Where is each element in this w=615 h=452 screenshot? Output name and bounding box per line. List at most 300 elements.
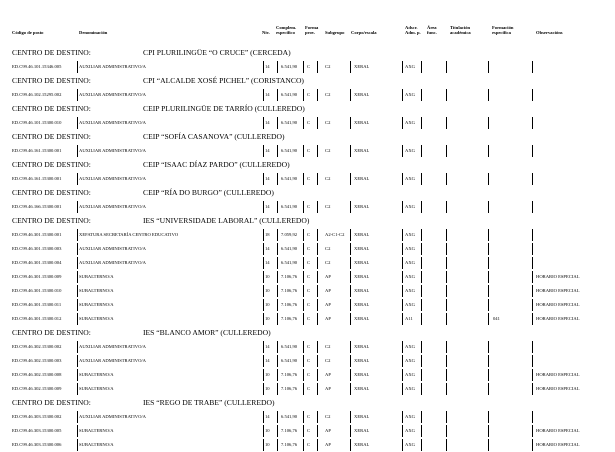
cell-forma-provision: C	[307, 428, 311, 433]
column-divider	[303, 117, 304, 129]
header-formacion: Formación específica	[492, 24, 514, 35]
column-divider	[303, 89, 304, 101]
column-divider	[317, 89, 318, 101]
cell-adscripcion: AXG	[405, 64, 415, 69]
column-divider	[277, 145, 278, 157]
cell-forma-provision: C	[307, 260, 311, 265]
table-row	[0, 88, 615, 102]
cell-nivel: 14	[265, 414, 270, 419]
column-divider	[421, 201, 422, 213]
centro-name: CEIP “RÍA DO BURGO” (CULLEREDO)	[143, 188, 274, 197]
column-divider	[317, 201, 318, 213]
column-divider	[350, 411, 351, 423]
cell-codigo: ED.C99.46.303.15300.005	[12, 428, 62, 433]
cell-adscripcion: A11	[405, 316, 413, 321]
cell-observacions: HORARIO ESPECIAL	[536, 428, 580, 433]
column-divider	[402, 89, 403, 101]
column-divider	[77, 243, 78, 255]
column-divider	[317, 439, 318, 451]
cell-subgrupo: C2	[325, 64, 331, 69]
cell-corpo-escala: XERAL	[354, 302, 370, 307]
column-divider	[488, 117, 489, 129]
cell-nivel: 10	[265, 372, 270, 377]
cell-nivel: 18	[265, 232, 270, 237]
cell-adscripcion: AXG	[405, 442, 415, 447]
column-divider	[317, 173, 318, 185]
cell-complemento: 7.106,76	[281, 316, 298, 321]
column-divider	[317, 383, 318, 395]
centro-heading	[0, 396, 615, 410]
column-divider	[317, 355, 318, 367]
column-divider	[263, 369, 264, 381]
column-divider	[532, 355, 533, 367]
column-divider	[277, 229, 278, 241]
cell-subgrupo: C2	[325, 120, 331, 125]
column-divider	[277, 173, 278, 185]
column-divider	[446, 355, 447, 367]
column-divider	[446, 439, 447, 451]
cell-subgrupo: C2	[325, 358, 331, 363]
column-divider	[532, 61, 533, 73]
column-divider	[303, 229, 304, 241]
column-divider	[446, 369, 447, 381]
centro-heading	[0, 102, 615, 116]
column-divider	[446, 341, 447, 353]
cell-adscripcion: AXG	[405, 120, 415, 125]
column-divider	[350, 299, 351, 311]
column-divider	[532, 117, 533, 129]
column-divider	[303, 299, 304, 311]
cell-forma-provision: C	[307, 288, 311, 293]
cell-complemento: 7.106,76	[281, 274, 298, 279]
cell-adscripcion: AXG	[405, 344, 415, 349]
column-divider	[421, 341, 422, 353]
column-divider	[263, 299, 264, 311]
cell-codigo: ED.C99.46.161.15300.001	[12, 148, 62, 153]
column-divider	[77, 341, 78, 353]
cell-observacions: HORARIO ESPECIAL	[536, 442, 580, 447]
cell-nivel: 14	[265, 344, 270, 349]
header-subgrupo: Subgrupo	[325, 29, 345, 35]
centro-name: CPI “ALCALDE XOSÉ PICHEL” (CORISTANCO)	[143, 76, 304, 85]
cell-corpo-escala: XERAL	[354, 232, 370, 237]
column-divider	[277, 383, 278, 395]
cell-codigo: ED.C99.46.302.15300.002	[12, 344, 62, 349]
cell-denominacion: SUBALTERNO/A	[79, 316, 114, 321]
column-divider	[263, 341, 264, 353]
column-divider	[446, 145, 447, 157]
cell-denominacion: SUBALTERNO/A	[79, 442, 114, 447]
cell-nivel: 10	[265, 386, 270, 391]
column-divider	[350, 201, 351, 213]
cell-nivel: 14	[265, 92, 270, 97]
column-divider	[402, 313, 403, 325]
cell-nivel: 10	[265, 442, 270, 447]
column-divider	[350, 257, 351, 269]
column-divider	[77, 299, 78, 311]
cell-corpo-escala: XERAL	[354, 372, 370, 377]
column-divider	[421, 61, 422, 73]
column-divider	[77, 173, 78, 185]
column-divider	[263, 383, 264, 395]
column-divider	[317, 257, 318, 269]
column-divider	[532, 285, 533, 297]
column-divider	[421, 299, 422, 311]
column-divider	[488, 243, 489, 255]
column-divider	[350, 439, 351, 451]
column-divider	[303, 369, 304, 381]
header-corpo: Corpo/escala	[351, 29, 377, 35]
cell-forma-provision: C	[307, 344, 311, 349]
cell-complemento: 6.541,90	[281, 92, 298, 97]
column-divider	[317, 145, 318, 157]
cell-complemento: 6.541,90	[281, 344, 298, 349]
cell-corpo-escala: XERAL	[354, 120, 370, 125]
column-divider	[532, 341, 533, 353]
column-divider	[532, 425, 533, 437]
column-divider	[350, 425, 351, 437]
cell-subgrupo: C2	[325, 176, 331, 181]
column-divider	[263, 271, 264, 283]
cell-nivel: 14	[265, 358, 270, 363]
centro-name: CPI PLURILINGÜE “O CRUCE” (CERCEDA)	[143, 48, 291, 57]
cell-complemento: 6.541,90	[281, 414, 298, 419]
column-divider	[350, 341, 351, 353]
column-divider	[350, 117, 351, 129]
column-divider	[488, 89, 489, 101]
column-divider	[402, 243, 403, 255]
column-divider	[532, 243, 533, 255]
cell-subgrupo: AP	[325, 288, 331, 293]
cell-denominacion: SUBALTERNO/A	[79, 274, 114, 279]
column-divider	[421, 439, 422, 451]
column-divider	[303, 355, 304, 367]
table-header	[0, 13, 615, 35]
column-divider	[350, 369, 351, 381]
column-divider	[350, 285, 351, 297]
centro-heading	[0, 46, 615, 60]
cell-adscripcion: AXG	[405, 274, 415, 279]
cell-forma-provision: C	[307, 92, 311, 97]
cell-corpo-escala: XERAL	[354, 288, 370, 293]
column-divider	[402, 145, 403, 157]
centro-name: IES “UNIVERSIDADE LABORAL” (CULLEREDO)	[143, 216, 310, 225]
cell-forma-provision: C	[307, 274, 311, 279]
column-divider	[263, 313, 264, 325]
column-divider	[350, 355, 351, 367]
column-divider	[446, 201, 447, 213]
cell-corpo-escala: XERAL	[354, 92, 370, 97]
cell-observacions: HORARIO ESPECIAL	[536, 288, 580, 293]
column-divider	[421, 425, 422, 437]
column-divider	[303, 341, 304, 353]
column-divider	[277, 285, 278, 297]
column-divider	[421, 285, 422, 297]
centro-heading	[0, 326, 615, 340]
column-divider	[421, 229, 422, 241]
table-row	[0, 60, 615, 74]
column-divider	[263, 411, 264, 423]
column-divider	[421, 89, 422, 101]
cell-forma-provision: C	[307, 442, 311, 447]
column-divider	[263, 257, 264, 269]
cell-codigo: ED.C99.46.301.15300.011	[12, 302, 62, 307]
column-divider	[532, 201, 533, 213]
column-divider	[446, 243, 447, 255]
cell-nivel: 14	[265, 120, 270, 125]
column-divider	[446, 61, 447, 73]
column-divider	[402, 355, 403, 367]
column-divider	[263, 61, 264, 73]
column-divider	[263, 355, 264, 367]
cell-complemento: 7.106,76	[281, 288, 298, 293]
cell-complemento: 7.106,76	[281, 372, 298, 377]
cell-complemento: 6.541,90	[281, 260, 298, 265]
table-row	[0, 116, 615, 130]
centro-label: CENTRO DE DESTINO:	[12, 328, 91, 337]
cell-nivel: 14	[265, 148, 270, 153]
column-divider	[488, 383, 489, 395]
cell-complemento: 6.541,90	[281, 204, 298, 209]
column-divider	[317, 313, 318, 325]
column-divider	[402, 229, 403, 241]
column-divider	[421, 173, 422, 185]
cell-complemento: 7.106,76	[281, 442, 298, 447]
cell-corpo-escala: XERAL	[354, 344, 370, 349]
column-divider	[317, 299, 318, 311]
column-divider	[277, 341, 278, 353]
column-divider	[488, 257, 489, 269]
column-divider	[77, 383, 78, 395]
column-divider	[532, 369, 533, 381]
cell-codigo: ED.C99.46.101.15346.005	[12, 64, 62, 69]
header-forma: Forma prov.	[305, 24, 319, 35]
column-divider	[350, 313, 351, 325]
centro-heading	[0, 74, 615, 88]
column-divider	[77, 355, 78, 367]
column-divider	[77, 201, 78, 213]
column-divider	[402, 271, 403, 283]
positions-table	[0, 46, 615, 452]
cell-denominacion: AUXILIAR ADMINISTRATIVO/A	[79, 414, 146, 419]
cell-subgrupo: AP	[325, 442, 331, 447]
column-divider	[446, 117, 447, 129]
column-divider	[303, 411, 304, 423]
cell-subgrupo: AP	[325, 316, 331, 321]
cell-codigo: ED.C99.46.101.15300.010	[12, 120, 62, 125]
header-codigo: Código de posto	[12, 29, 44, 35]
column-divider	[446, 257, 447, 269]
column-divider	[317, 369, 318, 381]
cell-subgrupo: C2	[325, 148, 331, 153]
column-divider	[263, 145, 264, 157]
column-divider	[277, 243, 278, 255]
column-divider	[421, 369, 422, 381]
column-divider	[263, 243, 264, 255]
centro-name: CEIP PLURILINGÜE DE TARRÍO (CULLEREDO)	[143, 104, 305, 113]
cell-subgrupo: C2	[325, 246, 331, 251]
cell-corpo-escala: XERAL	[354, 358, 370, 363]
column-divider	[263, 229, 264, 241]
cell-codigo: ED.C99.46.102.15295.002	[12, 92, 62, 97]
table-row	[0, 340, 615, 354]
column-divider	[277, 117, 278, 129]
column-divider	[77, 145, 78, 157]
cell-codigo: ED.C99.46.302.15300.009	[12, 386, 62, 391]
centro-label: CENTRO DE DESTINO:	[12, 48, 91, 57]
column-divider	[77, 257, 78, 269]
column-divider	[532, 89, 533, 101]
column-divider	[277, 257, 278, 269]
cell-subgrupo: AP	[325, 386, 331, 391]
column-divider	[402, 117, 403, 129]
header-titulacion: Titulación académica	[450, 24, 471, 35]
column-divider	[317, 117, 318, 129]
cell-subgrupo: A2-C1-C2	[325, 232, 345, 237]
column-divider	[421, 145, 422, 157]
cell-corpo-escala: XERAL	[354, 428, 370, 433]
cell-adscripcion: AXG	[405, 414, 415, 419]
cell-subgrupo: AP	[325, 302, 331, 307]
cell-denominacion: SUBALTERNO/A	[79, 386, 114, 391]
cell-adscripcion: AXG	[405, 302, 415, 307]
cell-adscripcion: AXG	[405, 232, 415, 237]
cell-complemento: 6.541,90	[281, 176, 298, 181]
column-divider	[402, 299, 403, 311]
column-divider	[488, 145, 489, 157]
column-divider	[77, 117, 78, 129]
cell-adscripcion: AXG	[405, 428, 415, 433]
column-divider	[77, 369, 78, 381]
cell-corpo-escala: XERAL	[354, 148, 370, 153]
cell-subgrupo: C2	[325, 92, 331, 97]
cell-codigo: ED.C99.46.303.15300.006	[12, 442, 62, 447]
column-divider	[303, 425, 304, 437]
column-divider	[263, 285, 264, 297]
column-divider	[350, 243, 351, 255]
centro-heading	[0, 214, 615, 228]
table-row	[0, 172, 615, 186]
column-divider	[303, 285, 304, 297]
table-row	[0, 200, 615, 214]
cell-forma-provision: C	[307, 64, 311, 69]
cell-complemento: 6.541,90	[281, 358, 298, 363]
column-divider	[303, 243, 304, 255]
cell-corpo-escala: XERAL	[354, 274, 370, 279]
cell-complemento: 7.059,92	[281, 232, 298, 237]
column-divider	[532, 145, 533, 157]
cell-denominacion: AUXILIAR ADMINISTRATIVO/A	[79, 92, 146, 97]
cell-complemento: 6.541,90	[281, 246, 298, 251]
cell-codigo: ED.C99.46.301.15300.001	[12, 232, 62, 237]
cell-nivel: 14	[265, 260, 270, 265]
cell-codigo: ED.C99.46.166.15300.001	[12, 204, 62, 209]
column-divider	[350, 61, 351, 73]
table-row	[0, 298, 615, 312]
cell-denominacion: AUXILIAR ADMINISTRATIVO/A	[79, 260, 146, 265]
cell-nivel: 14	[265, 246, 270, 251]
cell-forma-provision: C	[307, 246, 311, 251]
column-divider	[317, 341, 318, 353]
cell-adscripcion: AXG	[405, 176, 415, 181]
column-divider	[317, 271, 318, 283]
cell-adscripcion: AXG	[405, 260, 415, 265]
column-divider	[303, 257, 304, 269]
column-divider	[446, 89, 447, 101]
column-divider	[446, 229, 447, 241]
table-row	[0, 228, 615, 242]
column-divider	[277, 61, 278, 73]
column-divider	[532, 173, 533, 185]
column-divider	[277, 201, 278, 213]
column-divider	[350, 145, 351, 157]
cell-complemento: 6.541,90	[281, 148, 298, 153]
cell-denominacion: AUXILIAR ADMINISTRATIVO/A	[79, 358, 146, 363]
cell-nivel: 14	[265, 176, 270, 181]
cell-subgrupo: C2	[325, 204, 331, 209]
column-divider	[317, 411, 318, 423]
column-divider	[446, 173, 447, 185]
table-row	[0, 368, 615, 382]
column-divider	[421, 411, 422, 423]
column-divider	[303, 145, 304, 157]
column-divider	[303, 61, 304, 73]
cell-observacions: HORARIO ESPECIAL	[536, 302, 580, 307]
cell-observacions: HORARIO ESPECIAL	[536, 372, 580, 377]
column-divider	[77, 89, 78, 101]
centro-label: CENTRO DE DESTINO:	[12, 398, 91, 407]
column-divider	[488, 271, 489, 283]
column-divider	[402, 425, 403, 437]
column-divider	[263, 439, 264, 451]
cell-forma-provision: C	[307, 204, 311, 209]
header-observacions: Observacións	[536, 29, 563, 35]
cell-adscripcion: AXG	[405, 204, 415, 209]
cell-complemento: 7.106,76	[281, 386, 298, 391]
centro-label: CENTRO DE DESTINO:	[12, 76, 91, 85]
cell-nivel: 10	[265, 288, 270, 293]
column-divider	[532, 271, 533, 283]
cell-forma-provision: C	[307, 414, 311, 419]
column-divider	[488, 229, 489, 241]
column-divider	[77, 271, 78, 283]
cell-nivel: 10	[265, 316, 270, 321]
column-divider	[77, 229, 78, 241]
cell-forma-provision: C	[307, 302, 311, 307]
table-row	[0, 242, 615, 256]
cell-nivel: 10	[265, 274, 270, 279]
cell-denominacion: AUXILIAR ADMINISTRATIVO/A	[79, 120, 146, 125]
column-divider	[402, 257, 403, 269]
cell-adscripcion: AXG	[405, 288, 415, 293]
cell-corpo-escala: XERAL	[354, 260, 370, 265]
column-divider	[532, 229, 533, 241]
column-divider	[277, 355, 278, 367]
column-divider	[77, 61, 78, 73]
column-divider	[350, 173, 351, 185]
column-divider	[421, 243, 422, 255]
column-divider	[446, 383, 447, 395]
header-denominacion: Denominación	[79, 29, 108, 35]
cell-forma-provision: C	[307, 358, 311, 363]
cell-corpo-escala: XERAL	[354, 176, 370, 181]
column-divider	[402, 369, 403, 381]
cell-adscripcion: AXG	[405, 148, 415, 153]
column-divider	[350, 89, 351, 101]
cell-adscripcion: AXG	[405, 358, 415, 363]
column-divider	[446, 299, 447, 311]
header-niv: Niv.	[262, 29, 270, 35]
